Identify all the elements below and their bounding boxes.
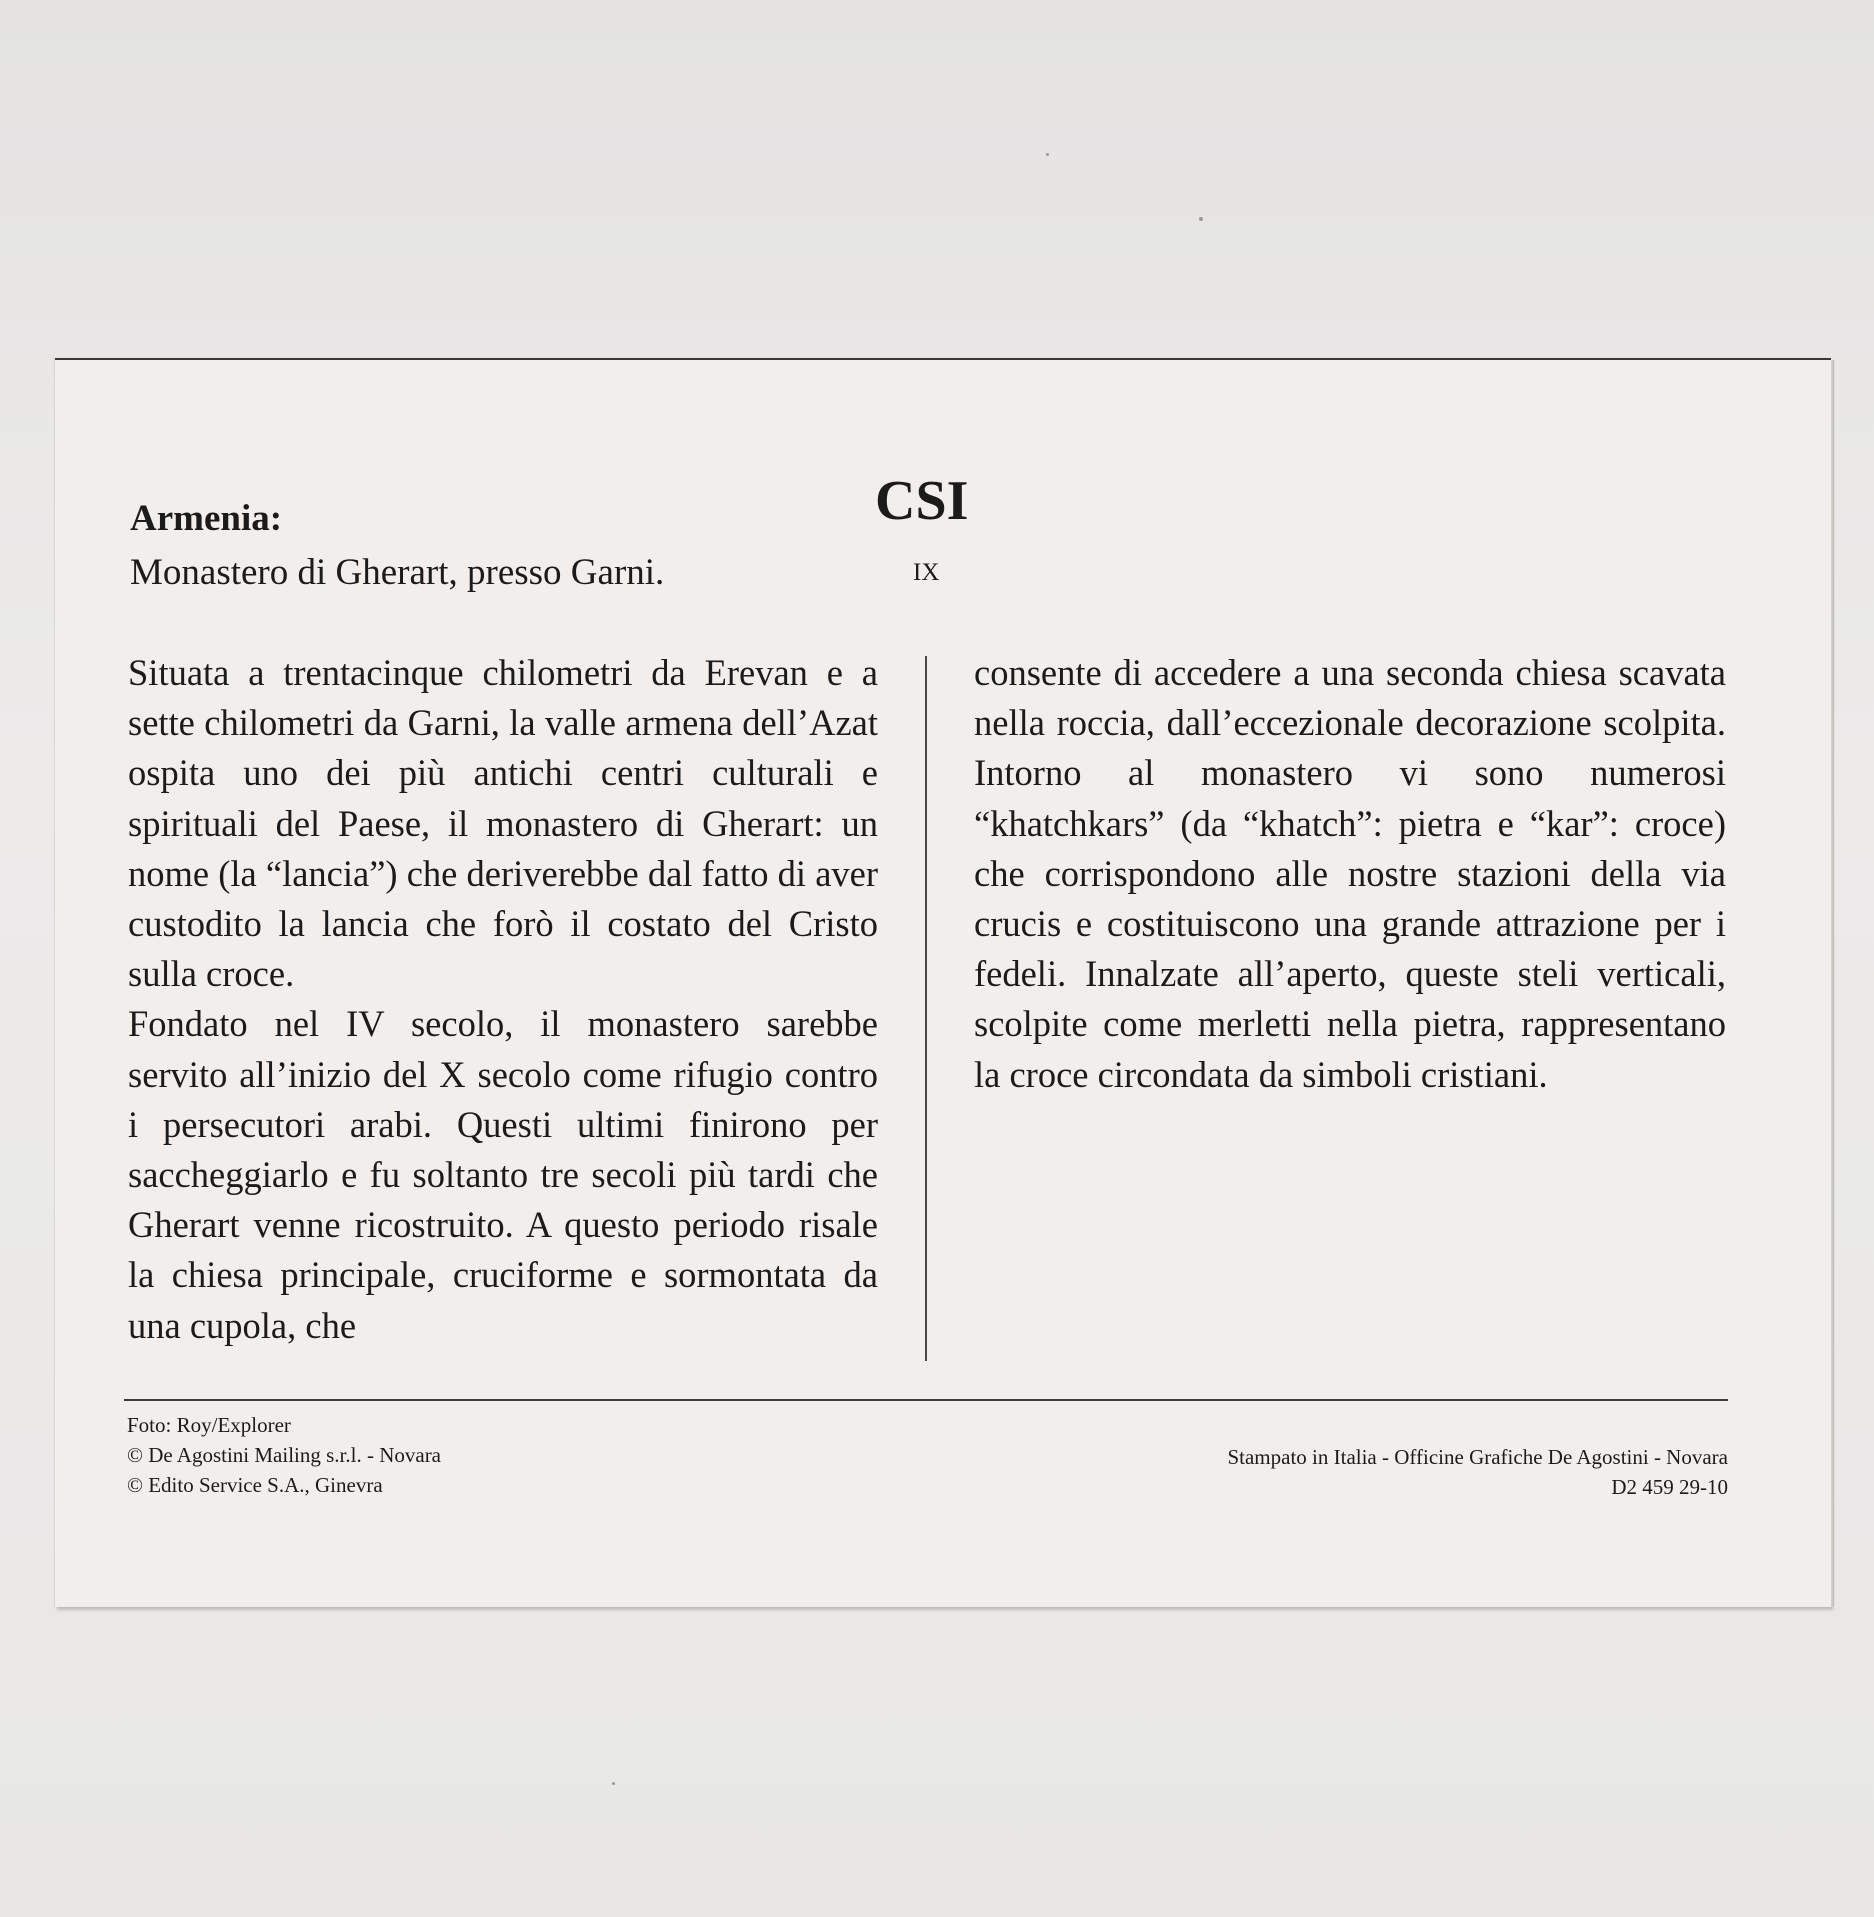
paragraph: consente di accedere a una seconda chiesa scavata nella roccia, dall’eccezionale decorazione scolpita. Intorno al monastero vi sono numerosi “khatchkars” (da “khatch”: pietra e “kar”: croce) che corrispondono alle nostre stazioni della via crucis e costituiscono una grande attrazione per i fedeli. Innalzate all’aperto, queste steli verticali, scolpite come merletti nella pietra, rappresentano la croce circondata da simboli cristiani.: [974, 652, 1726, 1095]
photo-credits: [127, 1410, 441, 1500]
credit-line: © De Agostini Mailing s.r.l. - Novara: [127, 1443, 442, 1467]
credit-line: Foto: Roy/Explorer: [127, 1413, 291, 1437]
site-subtitle: Monastero di Gherart, presso Garni.: [130, 552, 665, 593]
product-code: D2 459 29-10: [1611, 1475, 1728, 1499]
country-code: CSI: [875, 470, 969, 532]
footer-divider: [124, 1399, 1728, 1401]
caption-heading: [130, 497, 664, 595]
postcard-back: [55, 358, 1831, 1607]
dust-speck: [1046, 153, 1049, 156]
text-column-right: [974, 648, 1726, 1100]
printer-line: Stampato in Italia - Officine Grafiche De Agostini - Novara: [1227, 1445, 1728, 1469]
card-edge: [1831, 360, 1834, 1607]
text-column-left: [128, 648, 878, 1351]
credit-line: © Edito Service S.A., Ginevra: [127, 1473, 383, 1497]
paragraph: Situata a trentacinque chilometri da Erevan e a sette chilometri da Garni, la valle armena dell’Azat ospita uno dei più antichi centri culturali e spirituali del Paese, il monastero di Gherart: un nome (la “lancia”) che deriverebbe dal fatto di aver custodito la lancia che forò il costato del Cristo sulla croce.: [128, 652, 878, 995]
region-title: Armenia:: [130, 498, 283, 539]
printer-info: [1227, 1442, 1728, 1502]
column-divider: [925, 656, 927, 1361]
dust-speck: [612, 1782, 615, 1785]
paragraph: Fondato nel IV secolo, il monastero sarebbe servito all’inizio del X secolo come rifugio contro i persecutori arabi. Questi ultimi finirono per saccheggiarlo e fu soltanto tre secoli più tardi che Gherart venne ricostruito. A questo periodo risale la chiesa principale, cruciforme e sormontata da una cupola, che: [128, 1003, 878, 1346]
dust-speck: [1199, 217, 1203, 221]
series-number: IX: [913, 559, 940, 586]
